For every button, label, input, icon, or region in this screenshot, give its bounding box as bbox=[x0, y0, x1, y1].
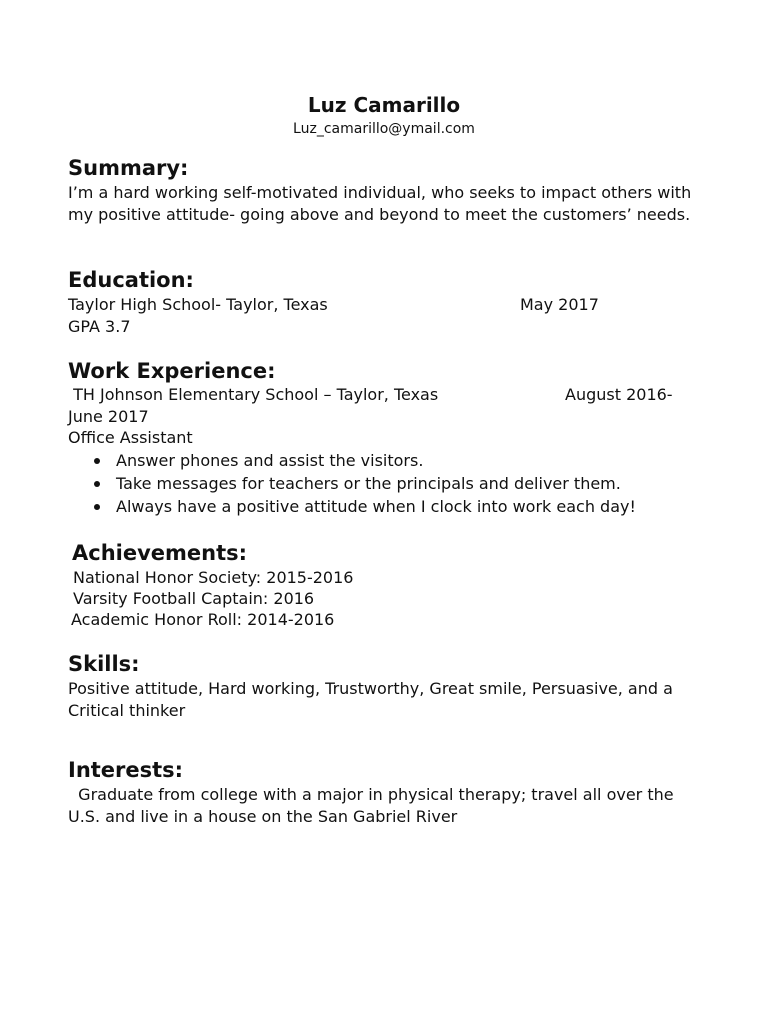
work-heading: Work Experience: bbox=[68, 359, 276, 383]
work-employer: TH Johnson Elementary School – Taylor, Texas bbox=[68, 385, 439, 404]
list-item bbox=[68, 472, 636, 495]
achievement-item: Varsity Football Captain: 2016 bbox=[73, 589, 315, 608]
summary-heading: Summary: bbox=[68, 156, 189, 180]
achievement-item: Academic Honor Roll: 2014-2016 bbox=[71, 610, 335, 629]
duty-text: Answer phones and assist the visitors. bbox=[116, 451, 424, 470]
bullet-icon bbox=[94, 458, 100, 464]
interests-text: Graduate from college with a major in physical therapy; travel all over the U.S. and live in a house on the San Gabriel River bbox=[68, 785, 679, 826]
work-duties-list bbox=[68, 449, 636, 518]
email-address: Luz_camarillo@ymail.com bbox=[293, 121, 475, 137]
list-item bbox=[68, 449, 636, 472]
skills-heading: Skills: bbox=[68, 652, 140, 676]
interests-heading: Interests: bbox=[68, 758, 184, 782]
achievement-item: National Honor Society: 2015-2016 bbox=[73, 568, 354, 587]
duty-text: Take messages for teachers or the principals and deliver them. bbox=[116, 474, 621, 493]
summary-text: I’m a hard working self-motivated individual, who seeks to impact others with my positive attitude- going above and beyond to meet the customers’ needs. bbox=[68, 183, 692, 224]
resume-name: Luz Camarillo bbox=[307, 93, 461, 117]
list-item bbox=[68, 495, 636, 518]
duty-text: Always have a positive attitude when I clock into work each day! bbox=[116, 497, 636, 516]
skills-text: Positive attitude, Hard working, Trustworthy, Great smile, Persuasive, and a Critical thinker bbox=[68, 679, 673, 720]
achievements-heading: Achievements: bbox=[72, 541, 248, 565]
work-date-start: August 2016- bbox=[565, 385, 673, 404]
education-heading: Education: bbox=[68, 268, 194, 292]
education-gpa: GPA 3.7 bbox=[68, 317, 131, 336]
education-school: Taylor High School- Taylor, Texas bbox=[68, 295, 328, 314]
work-title: Office Assistant bbox=[68, 428, 193, 447]
work-date-end: June 2017 bbox=[68, 407, 149, 426]
bullet-icon bbox=[94, 504, 100, 510]
bullet-icon bbox=[94, 481, 100, 487]
education-date: May 2017 bbox=[520, 295, 599, 314]
